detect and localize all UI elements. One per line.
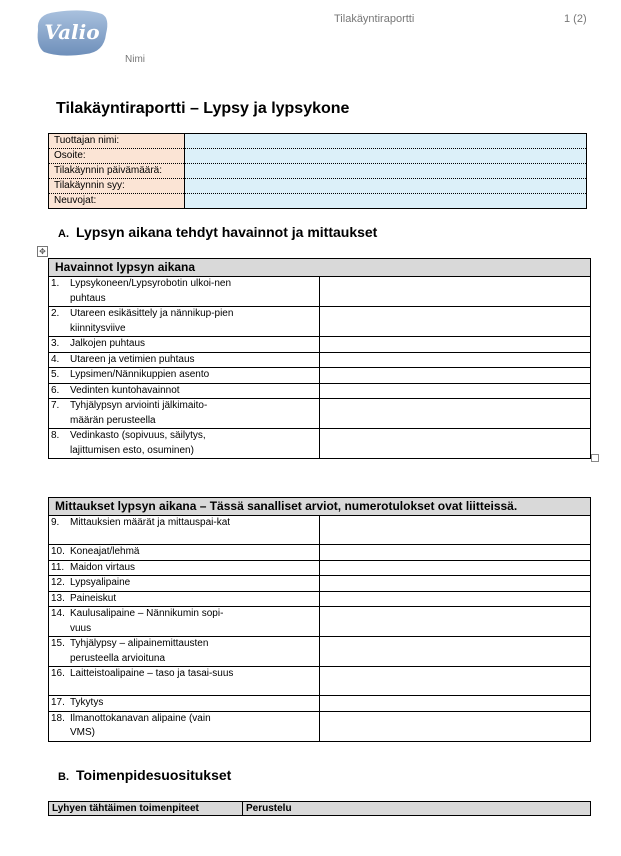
row-text: Laitteistoalipaine – taso ja tasai-suus: [70, 668, 234, 679]
table-row: [49, 591, 591, 607]
row-number: 7.: [51, 400, 60, 411]
section-b-letter: B.: [58, 771, 69, 783]
row-number: 18.: [51, 712, 65, 724]
section-a-title: Lypsyn aikana tehdyt havainnot ja mittaukset: [76, 224, 378, 240]
row-text: Jalkojen puhtaus: [70, 338, 146, 349]
row-text: Ilmanottokanavan alipaine (vain VMS): [70, 712, 211, 738]
info-row: [49, 164, 587, 179]
row-label: [49, 576, 320, 592]
answer-cell[interactable]: [320, 429, 591, 459]
row-text: Utareen ja vetimien puhtaus: [70, 353, 195, 365]
info-label: Neuvojat:: [49, 194, 185, 209]
answer-cell[interactable]: [320, 711, 591, 741]
table-row: [49, 696, 591, 712]
row-text: Maidon virtaus: [70, 561, 136, 573]
row-number: 3.: [51, 338, 60, 349]
svg-text:Valio: Valio: [44, 20, 100, 44]
table-move-handle-icon[interactable]: ✥: [37, 246, 48, 257]
row-label: [49, 560, 320, 576]
info-value-field[interactable]: [185, 164, 587, 179]
answer-cell[interactable]: [320, 667, 591, 696]
row-text: Koneajat/lehmä: [70, 546, 140, 557]
row-label: [49, 667, 320, 696]
row-text: Paineiskut: [70, 592, 117, 604]
section-b-title: Toimenpidesuositukset: [76, 767, 232, 783]
table-row: [49, 337, 591, 353]
row-number: 5.: [51, 369, 60, 380]
row-label: [49, 637, 320, 667]
table-row: [49, 637, 591, 667]
table-row: [49, 607, 591, 637]
row-label: [49, 607, 320, 637]
row-text: Tyhjälypsyn arviointi jälkimaito-määrän perusteella: [70, 400, 208, 426]
row-number: 8.: [51, 430, 60, 441]
answer-cell[interactable]: [320, 337, 591, 353]
answer-cell[interactable]: [320, 277, 591, 307]
document-title: Tilakäyntiraportti – Lypsy ja lypsykone: [56, 100, 350, 117]
observations-heading: Havainnot lypsyn aikana: [49, 259, 591, 277]
info-label: Tuottajan nimi:: [49, 134, 185, 149]
row-number: 2.: [51, 308, 60, 319]
answer-cell[interactable]: [320, 637, 591, 667]
row-label: [49, 545, 320, 561]
row-text: Lypsykoneen/Lypsyrobotin ulkoi-nen puhtaus: [70, 278, 232, 304]
info-value-field[interactable]: [185, 194, 587, 209]
row-text: Mittauksien määrät ja mittauspai-kat: [70, 517, 231, 528]
answer-cell[interactable]: [320, 383, 591, 399]
observations-table: [48, 258, 591, 459]
answer-cell[interactable]: [320, 560, 591, 576]
valio-logo: [34, 8, 110, 58]
info-row: [49, 194, 587, 209]
row-label: [49, 399, 320, 429]
recommendations-col-rationale: Perustelu: [243, 802, 591, 816]
table-row: [49, 576, 591, 592]
info-label: Osoite:: [49, 149, 185, 164]
table-row: [49, 352, 591, 368]
row-label: [49, 352, 320, 368]
measurements-table: [48, 497, 591, 742]
table-row: [49, 711, 591, 741]
section-a-letter: A.: [58, 228, 69, 240]
info-row: [49, 149, 587, 164]
table-resize-handle[interactable]: [591, 454, 599, 462]
table-row: [49, 516, 591, 545]
answer-cell[interactable]: [320, 545, 591, 561]
info-value-field[interactable]: [185, 179, 587, 194]
row-number: 17.: [51, 697, 65, 708]
row-number: 13.: [51, 592, 65, 604]
answer-cell[interactable]: [320, 352, 591, 368]
recommendations-col-short-term: Lyhyen tähtäimen toimenpiteet: [49, 802, 243, 816]
row-text: Lypsyalipaine: [70, 577, 131, 588]
row-label: [49, 307, 320, 337]
table-row: [49, 307, 591, 337]
table-row: [49, 277, 591, 307]
header-title: Tilakäyntiraportti: [334, 13, 415, 25]
row-label: [49, 383, 320, 399]
row-number: 12.: [51, 577, 65, 588]
row-number: 15.: [51, 638, 65, 649]
row-number: 16.: [51, 668, 65, 679]
answer-cell[interactable]: [320, 368, 591, 384]
row-label: [49, 368, 320, 384]
author-name-label: Nimi: [125, 54, 145, 65]
row-label: [49, 696, 320, 712]
info-value-field[interactable]: [185, 149, 587, 164]
table-row: [49, 560, 591, 576]
info-row: [49, 134, 587, 149]
info-label: Tilakäynnin syy:: [49, 179, 185, 194]
table-row: [49, 667, 591, 696]
table-row: [49, 545, 591, 561]
info-label: Tilakäynnin päivämäärä:: [49, 164, 185, 179]
answer-cell[interactable]: [320, 696, 591, 712]
row-number: 9.: [51, 517, 60, 528]
row-label: [49, 337, 320, 353]
table-row: [49, 368, 591, 384]
row-number: 11.: [51, 561, 65, 573]
answer-cell[interactable]: [320, 591, 591, 607]
answer-cell[interactable]: [320, 399, 591, 429]
row-text: Utareen esikäsittely ja nännikup-pien kiinnitysviive: [70, 308, 234, 334]
row-text: Lypsimen/Nännikuppien asento: [70, 369, 210, 380]
table-row: [49, 383, 591, 399]
row-label: [49, 429, 320, 459]
answer-cell[interactable]: [320, 516, 591, 545]
row-number: 10.: [51, 546, 65, 557]
row-label: [49, 711, 320, 741]
page-number: 1 (2): [564, 13, 587, 25]
row-number: 1.: [51, 278, 60, 289]
info-value-field[interactable]: [185, 134, 587, 149]
row-label: [49, 277, 320, 307]
row-text: Vedinkasto (sopivuus, säilytys, lajittumisen esto, osuminen): [70, 430, 206, 456]
row-label: [49, 591, 320, 607]
row-number: 6.: [51, 384, 60, 396]
info-row: [49, 179, 587, 194]
row-number: 4.: [51, 353, 60, 365]
measurements-heading: Mittaukset lypsyn aikana – Tässä sanalliset arviot, numerotulokset ovat liitteissä.: [49, 498, 591, 516]
row-text: Tyhjälypsy – alipainemittausten perusteella arvioituna: [70, 638, 209, 664]
answer-cell[interactable]: [320, 307, 591, 337]
table-row: [49, 429, 591, 459]
recommendations-table: [48, 801, 591, 816]
answer-cell[interactable]: [320, 607, 591, 637]
row-text: Tykytys: [70, 697, 104, 708]
row-text: Vedinten kuntohavainnot: [70, 384, 180, 396]
row-label: [49, 516, 320, 545]
row-text: Kaulusalipaine – Nännikumin sopi-vuus: [70, 608, 224, 634]
table-row: [49, 399, 591, 429]
row-number: 14.: [51, 608, 65, 619]
farm-info-table: [48, 133, 587, 209]
section-a-heading: [58, 224, 377, 240]
answer-cell[interactable]: [320, 576, 591, 592]
section-b-heading: [58, 767, 231, 783]
